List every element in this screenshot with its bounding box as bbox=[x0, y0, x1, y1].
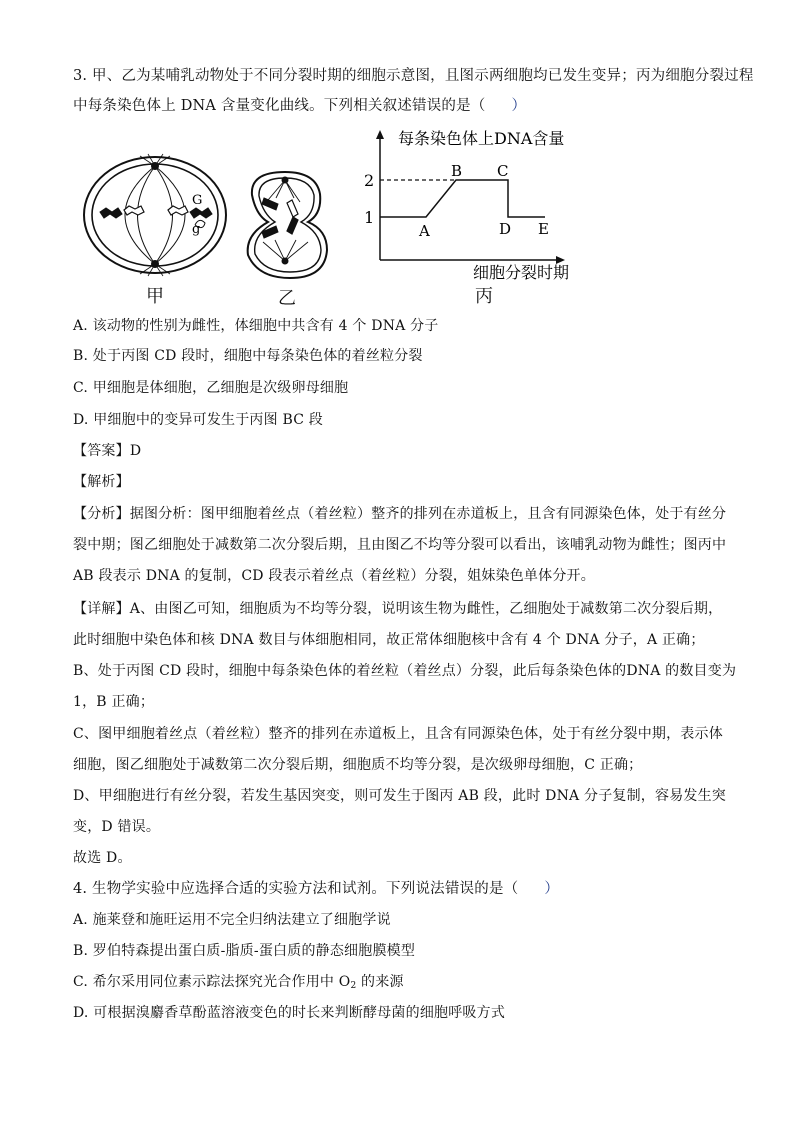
q4-stem bbox=[73, 879, 559, 899]
q4-option-c-text: C. 希尔采用同位素示踪法探究光合作用中 O bbox=[73, 974, 351, 990]
label-yi: 乙 bbox=[278, 288, 296, 309]
q4-stem-close-bracket: ） bbox=[544, 881, 560, 897]
dna-content-graph bbox=[364, 130, 569, 282]
graph-y-label: 每条染色体上DNA含量 bbox=[398, 130, 565, 148]
label-jia: 甲 bbox=[146, 286, 164, 307]
q4-option-d: D. 可根据溴麝香草酚蓝溶液变色的时长来判断酵母菌的细胞呼吸方式 bbox=[73, 1005, 506, 1021]
q4-option-b: B. 罗伯特森提出蛋白质-脂质-蛋白质的静态细胞膜模型 bbox=[73, 943, 416, 959]
point-E-label: E bbox=[538, 220, 549, 238]
answer-tag: 【答案】 bbox=[73, 443, 130, 459]
point-B-label: B bbox=[451, 162, 463, 180]
fenxi-line-1: 【分析】据图分析：图甲细胞着丝点（着丝粒）整齐的排列在赤道板上，且含有同源染色体，处于有丝分 bbox=[73, 506, 727, 522]
q4-option-a: A. 施莱登和施旺运用不完全归纳法建立了细胞学说 bbox=[73, 912, 391, 928]
xiangjie-line-1: 【详解】A、由图乙可知，细胞质为不均等分裂，说明该生物为雌性，乙细胞处于减数第二次分裂后期， bbox=[73, 601, 723, 617]
q3-stem-line1: 3. 甲、乙为某哺乳动物处于不同分裂时期的细胞示意图，且图示两细胞均已发生变异；丙为细胞分裂过程 bbox=[73, 68, 754, 84]
xiangjie-line-3: B、处于丙图 CD 段时，细胞中每条染色体的着丝粒（着丝点）分裂，此后每条染色体的DNA 的数目变为 bbox=[73, 663, 737, 679]
q4-option-c bbox=[73, 972, 404, 996]
xiangjie-line-4: 1，B 正确； bbox=[73, 694, 155, 710]
fenxi-line-3: AB 段表示 DNA 的复制，CD 段表示着丝点（着丝粒）分裂，姐妹染色单体分开。 bbox=[73, 568, 595, 584]
q3-figure bbox=[80, 130, 600, 310]
q4-stem-text: 4. 生物学实验中应选择合适的实验方法和试剂。下列说法错误的是（ bbox=[73, 881, 519, 897]
analysis-tag: 【解析】 bbox=[73, 474, 130, 490]
xiangjie-line-5: C、图甲细胞着丝点（着丝粒）整齐的排列在赤道板上，且含有同源染色体，处于有丝分裂中期，表示体 bbox=[73, 726, 723, 742]
gene-g-label: g bbox=[192, 222, 201, 237]
q3-stem-line2 bbox=[73, 96, 526, 116]
graph-x-label: 细胞分裂时期 bbox=[473, 263, 570, 282]
gene-G-label: G bbox=[192, 193, 203, 208]
q3-stem-line2-text: 中每条染色体上 DNA 含量变化曲线。下列相关叙述错误的是（ bbox=[73, 98, 486, 114]
xiangjie-line-8: 变，D 错误。 bbox=[73, 819, 161, 835]
q4-option-c-suffix: 的来源 bbox=[356, 974, 404, 990]
xiangjie-line-9: 故选 D。 bbox=[73, 850, 132, 866]
point-D-label: D bbox=[499, 220, 512, 238]
point-A-label: A bbox=[419, 222, 430, 240]
point-C-label: C bbox=[497, 162, 509, 180]
q3-option-b: B. 处于丙图 CD 段时，细胞中每条染色体的着丝粒分裂 bbox=[73, 348, 423, 364]
y-tick-1: 1 bbox=[364, 208, 375, 227]
fenxi-line-2: 裂中期；图乙细胞处于减数第二次分裂后期，且由图乙不均等分裂可以看出，该哺乳动物为雌性；图丙中 bbox=[73, 537, 727, 553]
label-bing: 丙 bbox=[475, 286, 493, 307]
xiangjie-line-2: 此时细胞中染色体和核 DNA 数目与体细胞相同，故正常体细胞核中含有 4 个 DNA 分子，A 正确； bbox=[73, 632, 705, 648]
q4-option-c-subscript: 2 bbox=[350, 981, 357, 991]
q3-answer bbox=[73, 441, 141, 461]
q3-option-a: A. 该动物的性别为雌性，体细胞中共含有 4 个 DNA 分子 bbox=[73, 318, 439, 334]
xiangjie-line-7: D、甲细胞进行有丝分裂，若发生基因突变，则可发生于图丙 AB 段，此时 DNA 分子复制，容易发生突 bbox=[73, 788, 727, 804]
y-tick-2: 2 bbox=[364, 171, 375, 190]
q3-option-d: D. 甲细胞中的变异可发生于丙图 BC 段 bbox=[73, 412, 323, 428]
q3-stem-close-bracket: ） bbox=[511, 98, 527, 114]
cell-jia-diagram bbox=[84, 154, 226, 276]
cell-yi-diagram bbox=[248, 172, 327, 278]
xiangjie-line-6: 细胞，图乙细胞处于减数第二次分裂后期，细胞质不均等分裂，是次级卵母细胞，C 正确； bbox=[73, 757, 643, 773]
dna-content-curve bbox=[380, 180, 545, 217]
q3-option-c: C. 甲细胞是体细胞，乙细胞是次级卵母细胞 bbox=[73, 380, 349, 396]
answer-value: D bbox=[129, 443, 142, 459]
y-axis-arrow-icon bbox=[376, 130, 384, 139]
